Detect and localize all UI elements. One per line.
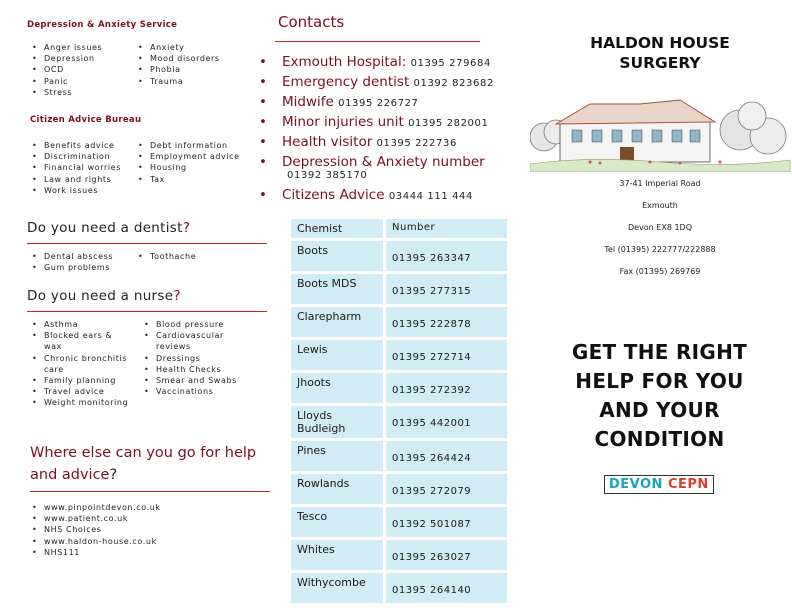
table-row xyxy=(291,441,507,471)
address-line1: 37-41 Imperial Road xyxy=(619,179,701,188)
chemist-name: Pines xyxy=(291,441,383,471)
chemist-number: 01395 263027 xyxy=(386,540,507,570)
headline: GET THE RIGHT HELP FOR YOU AND YOUR CONDITION xyxy=(571,340,748,451)
citizen-list-col1 xyxy=(30,140,145,196)
contact-item xyxy=(256,53,526,73)
dentist-list-col2 xyxy=(136,251,246,262)
depression-service-title: Depression & Anxiety Service xyxy=(27,20,178,30)
devon-cepn-logo xyxy=(604,473,714,492)
citizen-advice-title: Citizen Advice Bureau xyxy=(30,115,142,125)
list-item: • Health Checks xyxy=(142,364,242,375)
nurse-list-col1 xyxy=(30,319,130,409)
chemist-number: 01395 272392 xyxy=(386,373,507,403)
list-item: • Asthma xyxy=(30,319,130,330)
table-row xyxy=(291,241,507,271)
list-item: • Cardiovascular reviews xyxy=(142,330,242,352)
chemist-name: Clarepharm xyxy=(291,307,383,337)
where-question-mark: ? xyxy=(109,467,118,483)
chemist-number: 01395 263347 xyxy=(386,241,507,271)
contacts-rule xyxy=(275,41,480,42)
tree-right xyxy=(720,102,786,154)
where-else-heading-text: Where else can you go for help and advice xyxy=(30,445,257,483)
chemist-number: 01395 264140 xyxy=(386,573,507,603)
table-row xyxy=(291,274,507,304)
logo-devon: DEVON xyxy=(609,477,663,492)
contact-number: 01395 282001 xyxy=(408,118,489,129)
citizens-advice-list xyxy=(256,186,526,206)
contact-number: 01395 226727 xyxy=(338,98,419,109)
list-item: • Travel advice xyxy=(30,386,130,397)
list-item: • Trauma xyxy=(136,76,246,87)
contacts-list xyxy=(256,53,526,173)
list-item: • Stress xyxy=(30,87,140,98)
list-item: • Depression xyxy=(30,53,140,64)
dentist-rule xyxy=(27,243,267,244)
contact-name: Depression & Anxiety number xyxy=(282,154,485,170)
list-item: • Chronic bronchitis care xyxy=(30,353,130,375)
contact-number: 01392 823682 xyxy=(413,78,494,89)
contact-number: 03444 111 444 xyxy=(388,191,473,202)
list-item: • Blood pressure xyxy=(142,319,242,330)
list-item: • Dental abscess xyxy=(30,251,140,262)
building-roof xyxy=(556,100,715,124)
chemist-number: 01395 272079 xyxy=(386,474,507,504)
surgery-name: HALDON HOUSE SURGERY xyxy=(590,34,730,72)
citizen-list-col2 xyxy=(136,140,241,185)
contact-name: Minor injuries unit xyxy=(282,114,404,130)
table-row xyxy=(291,373,507,403)
surgery-building-illustration xyxy=(530,92,792,172)
table-header-row xyxy=(291,219,507,238)
chemist-number: 01395 272714 xyxy=(386,340,507,370)
logo-cepn: CEPN xyxy=(667,477,709,492)
list-item: • Smear and Swabs xyxy=(142,375,242,386)
contact-number: 01395 279684 xyxy=(410,58,491,69)
list-item: • Dressings xyxy=(142,353,242,364)
table-row xyxy=(291,540,507,570)
list-item: • Anger issues xyxy=(30,42,140,53)
list-item: • Blocked ears & wax xyxy=(30,330,130,352)
header-chemist: Chemist xyxy=(291,219,383,238)
contact-number: 01395 222736 xyxy=(376,138,457,149)
chemist-name: Withycombe xyxy=(291,573,383,603)
dentist-heading-text: Do you need a dentist xyxy=(27,220,183,236)
nurse-list-col2 xyxy=(142,319,242,397)
depression-list-col2 xyxy=(136,42,246,87)
list-item: • Discrimination xyxy=(30,151,145,162)
chemist-number: 01395 222878 xyxy=(386,307,507,337)
header-number: Number xyxy=(386,219,507,238)
table-row xyxy=(291,573,507,603)
list-item: • Vaccinations xyxy=(142,386,242,397)
where-else-list xyxy=(30,502,260,558)
contact-item xyxy=(256,133,526,153)
table-row xyxy=(291,507,507,537)
list-item: • Panic xyxy=(30,76,140,87)
chemist-number: 01392 501087 xyxy=(386,507,507,537)
list-item: • Weight monitoring xyxy=(30,397,130,408)
dentist-list-col1 xyxy=(30,251,140,273)
contacts-title: Contacts xyxy=(278,13,345,31)
list-item: • Anxiety xyxy=(136,42,246,53)
list-item: • Employment advice xyxy=(136,151,241,162)
list-item: • Law and rights xyxy=(30,174,145,185)
list-item: • Phobia xyxy=(136,64,246,75)
list-item: • Debt information xyxy=(136,140,241,151)
address-line3: Devon EX8 1DQ xyxy=(627,223,693,232)
chemist-name: Boots MDS xyxy=(291,274,383,304)
where-else-heading xyxy=(30,442,270,486)
nurse-heading xyxy=(27,288,181,304)
table-row xyxy=(291,340,507,370)
contact-name: Citizens Advice xyxy=(282,187,385,203)
nurse-question-mark: ? xyxy=(173,288,181,304)
chemist-name: Lloyds Budleigh xyxy=(291,406,383,438)
list-item: • NHS Choices xyxy=(30,524,260,535)
chemist-table xyxy=(288,216,510,606)
chemist-name: Rowlands xyxy=(291,474,383,504)
contact-item xyxy=(256,73,526,93)
table-row xyxy=(291,474,507,504)
dentist-heading xyxy=(27,220,190,236)
list-item: • OCD xyxy=(30,64,140,75)
chemist-name: Whites xyxy=(291,540,383,570)
nurse-rule xyxy=(27,311,267,312)
list-item: • Work issues xyxy=(30,185,145,196)
chemist-number: 01395 277315 xyxy=(386,274,507,304)
depression-anxiety-number: 01392 385170 xyxy=(287,170,368,181)
contact-name: Emergency dentist xyxy=(282,74,410,90)
telephone: Tel (01395) 222777/222888 xyxy=(604,245,716,254)
chemist-name: Tesco xyxy=(291,507,383,537)
list-item: • Housing xyxy=(136,162,241,173)
list-item: • Family planning xyxy=(30,375,130,386)
list-item: • www.haldon-house.co.uk xyxy=(30,536,260,547)
chemist-name: Lewis xyxy=(291,340,383,370)
contact-name: Exmouth Hospital: xyxy=(282,54,407,70)
where-rule xyxy=(30,491,270,492)
contact-item xyxy=(256,113,526,133)
contact-name: Midwife xyxy=(282,94,334,110)
list-item: • www.patient.co.uk xyxy=(30,513,260,524)
chemist-name: Boots xyxy=(291,241,383,271)
list-item: • Financial worries xyxy=(30,162,145,173)
chemist-number: 01395 264424 xyxy=(386,441,507,471)
list-item: • Toothache xyxy=(136,251,246,262)
depression-list-col1 xyxy=(30,42,140,98)
list-item: • Benefits advice xyxy=(30,140,145,151)
list-item: • Mood disorders xyxy=(136,53,246,64)
address-line2: Exmouth xyxy=(642,201,678,210)
list-item: • NHS111 xyxy=(30,547,260,558)
list-item: • Tax xyxy=(136,174,241,185)
table-row xyxy=(291,406,507,438)
chemist-name: Jhoots xyxy=(291,373,383,403)
contact-name: Health visitor xyxy=(282,134,373,150)
list-item: • www.pinpointdevon.co.uk xyxy=(30,502,260,513)
fax: Fax (01395) 269769 xyxy=(619,267,701,276)
nurse-heading-text: Do you need a nurse xyxy=(27,288,174,304)
table-row xyxy=(291,307,507,337)
contact-item xyxy=(256,93,526,113)
dentist-question-mark: ? xyxy=(182,220,191,236)
list-item: • Gum problems xyxy=(30,262,140,273)
contact-item-citizens xyxy=(256,186,526,206)
chemist-number: 01395 442001 xyxy=(386,406,507,438)
